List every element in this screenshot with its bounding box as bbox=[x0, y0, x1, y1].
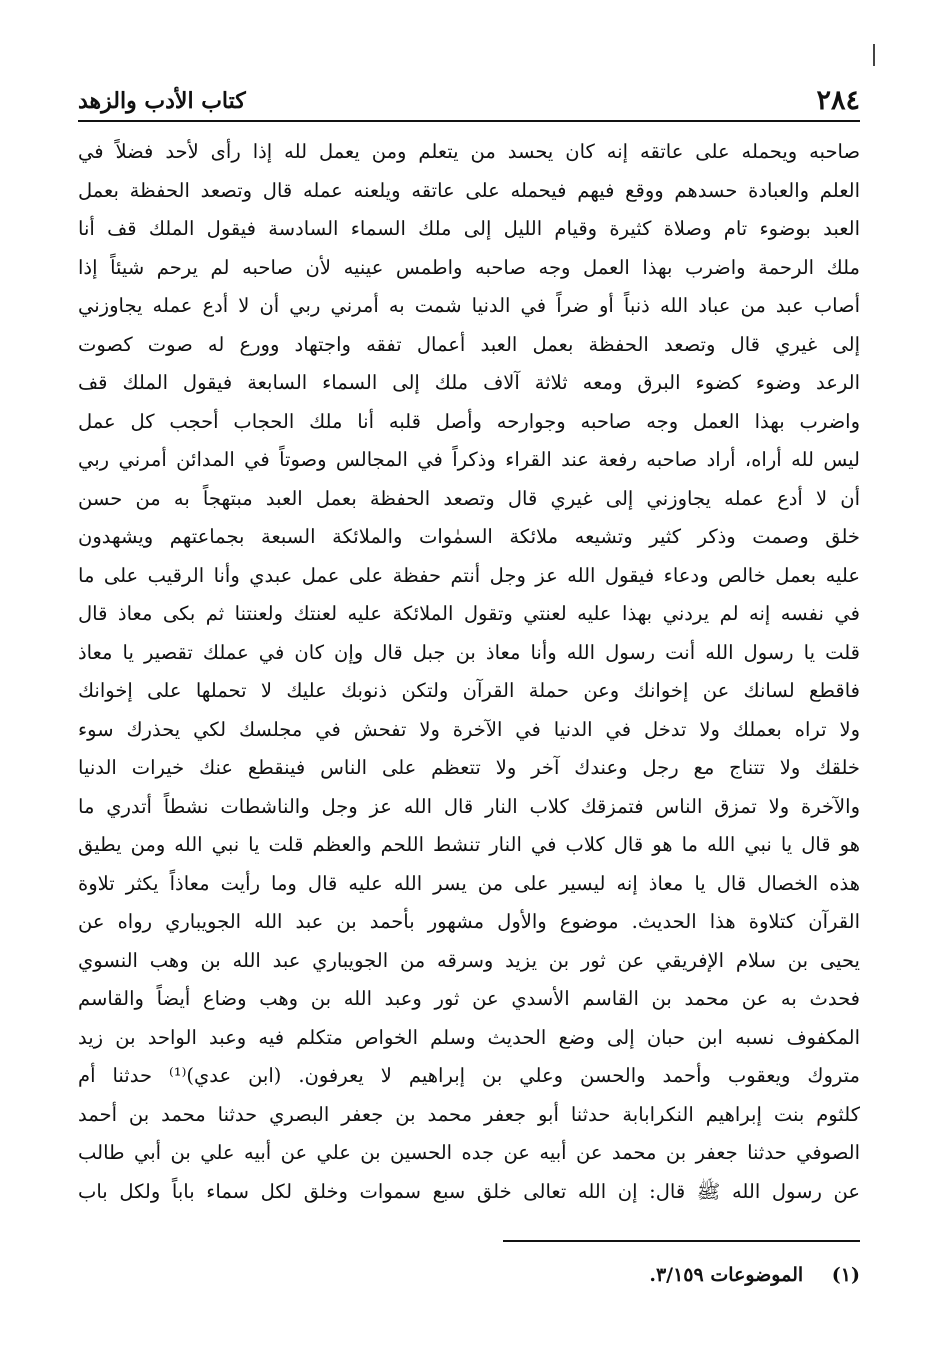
body-line: هو قال يا نبي الله ما هو قال كلاب في النار تنشط اللحم والعظم قلت يا نبي الله ومن يطيق bbox=[78, 833, 860, 856]
body-line: يحيى بن سلام الإفريقي عن ثور بن يزيد وسرقه من الجويباري عبد الله بن وهب النسوي bbox=[78, 948, 860, 972]
footnote bbox=[503, 1258, 860, 1292]
body-line: ولا تراه بعملك ولا تدخل في الدنيا في الآخرة ولا تفحش في مجلسك لكي يحذرك سوء bbox=[78, 717, 860, 741]
page-header bbox=[78, 78, 860, 118]
body-line: هذه الخصال قال يا معاذ إنه ليسير على من يسر الله عليه قال وما رأيت معاذاً يكثر تلاوة bbox=[78, 871, 860, 895]
body-line: أصاب عبد من عباد الله ذنباً أو ضراً في الدنيا شمت به أمرني ربي أن لا أدع عمله يجاوزني bbox=[78, 294, 860, 317]
body-line: القرآن كتلاوة هذا الحديث. موضوع والأول مشهور بأحمد بن عبد الله الجويباري رواه عن bbox=[78, 910, 860, 933]
body-line: كلثوم بنت إبراهيم النكرابابة حدثنا أبو جعفر محمد بن جعفر البصري حدثنا محمد بن أحمد bbox=[78, 1102, 860, 1126]
body-line: ليس لله أراه، أراد صاحبه رفعة عند القراء وذكراً في المجالس وصوتاً في المدائن أمرني ربي bbox=[78, 448, 860, 471]
body-line: عليه بعمل خالص ودعاء فيقول الله عز وجل أنتم حفظة على عمل عبدي وأنا الرقيب على ما bbox=[78, 563, 860, 587]
footnote-marker: (١) bbox=[831, 1264, 860, 1286]
footnote-text: الموضوعات ٣/١٥٩. bbox=[649, 1264, 804, 1286]
page-number: ٢٨٤ bbox=[816, 85, 860, 116]
body-line: والآخرة ولا تمزق الناس فتمزقك كلاب النار قال الله عز وجل والناشطات نشطاً أتدري ما bbox=[78, 794, 860, 818]
body-line: إلى غيري قال وتصعد الحفظة بعمل العبد أعمال تفقه واجتهاد وورع له صوت كصوت bbox=[78, 332, 860, 356]
body-line: فحدث به عن محمد بن القاسم الأسدي عن ثور وعبد الله بن وهب وضاع أيضاً والقاسم bbox=[78, 987, 860, 1010]
body-line: قلت يا رسول الله أنت رسول الله وأنا معاذ بن جبل قال وإن كان في عملك تقصير يا معاذ bbox=[78, 640, 860, 664]
header-rule bbox=[78, 120, 860, 122]
body-line: خلقك ولا تتناج مع رجل وعندك آخر ولا تتعظم على الناس فينقطع عنك خيرات الدنيا bbox=[78, 756, 860, 779]
body-line: الرعد وضوء كضوء البرق ومعه ثلاثة آلاف ملك إلى السماء السابعة فيقول الملك قف bbox=[78, 371, 860, 394]
body-text bbox=[78, 133, 860, 1211]
body-line: الصوفي حدثنا جعفر بن محمد عن أبيه عن جده الحسين بن علي عن أبيه علي بن أبي طالب bbox=[78, 1141, 860, 1164]
body-line: أن لا أدع عمله يجاوزني إلى غيري قال وتصعد الحفظة بعمل العبد مبتهجاً به من حسن bbox=[78, 486, 860, 510]
running-title: كتاب الأدب والزهد bbox=[78, 88, 246, 114]
body-line: واضرب بهذا العمل وجه صاحبه وجوارحه وأصل قلبه أنا ملك الحجاب أحجب كل عمل bbox=[78, 409, 860, 433]
body-line: العلم والعبادة حسدهم ووقع فيهم فيحمله على عاتقه ويلعنه عمله قال وتصعد الحفظة بعمل bbox=[78, 178, 860, 202]
footnote-rule bbox=[503, 1240, 860, 1242]
body-line: المكفوف نسبه ابن حبان إلى وضع الحديث وسلم الخواص متكلم فيه وعبد الواحد بن زيد bbox=[78, 1025, 860, 1049]
body-line: عن رسول الله ﷺ قال: إن الله تعالى خلق سبع سموات وخلق لكل سماء باباً ولكل باب bbox=[78, 1179, 860, 1203]
body-line: متروك ويعقوب وأحمد والحسن وعلي بن إبراهيم لا يعرفون. (ابن عدي)⁽¹⁾ حدثنا أم bbox=[78, 1064, 860, 1087]
body-line: خلق وصمت وذكر كثير وتشيعه ملائكة السمٰوات والملائكة السبعة بجماعتهم ويشهدون bbox=[78, 525, 860, 548]
body-line: ملك الرحمة واضرب بهذا العمل وجه صاحبه واطمس عينيه لأن صاحبه لم يرحم شيئاً إذا bbox=[78, 255, 860, 279]
body-line: العبد بوضوء تام وصلاة كثيرة وقيام الليل إلى ملك السماء السادسة فيقول الملك قف أنا bbox=[78, 217, 860, 240]
body-line: في نفسه إنه لم يردني بهذا عليه لعنتي وتقول الملائكة عليه لعنتك ولعنتنا ثم بكى معاذ قال bbox=[78, 602, 860, 625]
body-line: فاقطع لسانك عن إخوانك وعن حملة القرآن ولتكن ذنوبك عليك لا تحملها على إخوانك bbox=[78, 679, 860, 702]
body-line: صاحبه ويحمله على عاتقه إنه كان يحسد من يتعلم ومن يعمل لله إذا رأى لأحد فضلاً في bbox=[78, 140, 860, 163]
page-edge-mark bbox=[873, 44, 875, 66]
